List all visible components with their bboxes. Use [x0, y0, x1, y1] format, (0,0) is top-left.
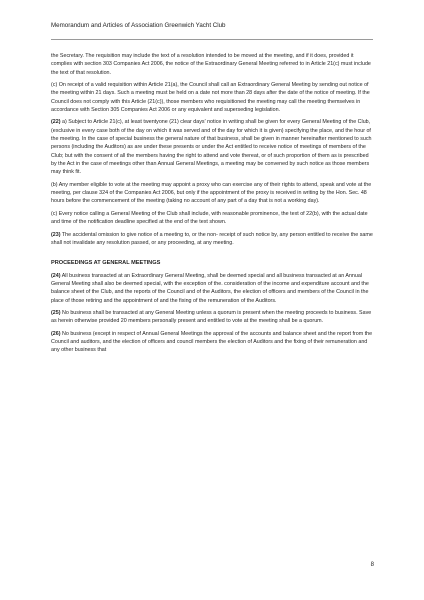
- page-header: Memorandum and Articles of Association Greenwich Yacht Club: [51, 22, 226, 29]
- paragraph-text: No business (except in respect of Annual General Meetings the approval of the accounts and balance sheet and the report from the Council and auditors, and the election of officers and council members the election of Auditors and the fixing of their remuneration and any other business that: [51, 330, 373, 354]
- article-number: (23): [51, 231, 61, 238]
- section-spacer: [51, 251, 373, 259]
- articles-21-23: [51, 52, 373, 247]
- articles-24-26: [51, 272, 373, 355]
- paragraph: [51, 309, 373, 326]
- header-divider: [51, 39, 373, 40]
- document-body: [51, 52, 373, 359]
- page-number: 8: [370, 562, 374, 568]
- paragraph-text: All business transacted at an Extraordinary General Meeting, shall be deemed special and all business transacted at an Annual General Meeting shall also be deemed special, with the exception of the. consideration of the income and expenditure account and the balance sheet of the Club, and the reports of the Council and of the Auditors, the election of officers and members of the Council in the place of those retiring and the appointment of and the fixing of the remuneration of the Auditors.: [51, 272, 369, 304]
- article-number: (22): [51, 119, 61, 126]
- paragraph: [51, 210, 373, 227]
- paragraph-text: The accidental omission to give notice of a meeting to, or the non- receipt of such notice by, any person entitled to receive the same shall not invalidate any resolution passed, or any proceeding, at any meeting.: [51, 231, 373, 246]
- article-number: (24): [51, 272, 61, 279]
- paragraph-text: (c) On receipt of a valid requisition within Article 21(a), the Council shall call an Extraordinary General Meeting by sending out notice of the meeting within 21 days. Such a meeting must be held on a date not more than 28 days after the date of the notice of meeting. If the Council does not comply with this Article (21(c)), those members who requisitioned the meeting may call the meeting themselves in accordance with Section 305 Companies Act 2006 or any equivalent and superseding legislation.: [51, 82, 370, 113]
- article-number: (26): [51, 330, 61, 337]
- paragraph-text: the Secretary. The requisition may include the text of a resolution intended to be moved at the meeting, and if it does, provided it complies with section 303 Companies Act 2006, the notice of the Extraordinary General Meeting referred to in Article 21(c) must include the text of that resolution.: [51, 53, 371, 76]
- paragraph-text: (c) Every notice calling a General Meeting of the Club shall include, with reasonable prominence, the text of 22(b), with the actual date and time of the notification deadline specified at the end of the text shown.: [51, 210, 368, 226]
- paragraph: [51, 330, 373, 355]
- paragraph: [51, 81, 373, 114]
- article-number: (25): [51, 310, 61, 317]
- paragraph: [51, 272, 373, 305]
- paragraph: [51, 118, 373, 176]
- paragraph: [51, 52, 373, 77]
- paragraph-text: No business shall be transacted at any General Meeting unless a quorum is present when the meeting proceeds to business. Save as herein otherwise provided 20 members personally present and entitled to vote at the meeting shall be a quorum.: [51, 310, 372, 325]
- paragraph: [51, 181, 373, 206]
- paragraph: [51, 231, 373, 248]
- section-heading: PROCEEDINGS AT GENERAL MEETINGS: [51, 260, 161, 267]
- paragraph-text: a) Subject to Article 21(c), at least twentyone (21) clear days' notice in writing shall be given for every General Meeting of the Club, (exclusive in every case both of the day on which it was served and of the day for which it is given) specifying the place, and the hour of the meeting. In the case of special business the general nature of that business, shall be given in manner hereinafter mentioned to such persons (including the Auditors) as are under these presents or under the Act entitled to receive notice of meetings of members of the Club; but with the consent of all the members having the right to attend and vote thereat, or of such proportion of them as is prescribed by the Act in the case of meetings other than Annual General Meetings, a meeting may be convened by such notice as those members may think fit.: [51, 119, 372, 176]
- paragraph-text: (b) Any member eligible to vote at the meeting may appoint a proxy who can exercise any of their rights to attend, speak and vote at the meeting, per clause 324 of the Companies Act 2006, but only if the appointment of the proxy is received in writing by the Hon. Sec. 48 hours before the commencement of the meeting (taking no account of any part of a day that is not a working day).: [51, 181, 372, 205]
